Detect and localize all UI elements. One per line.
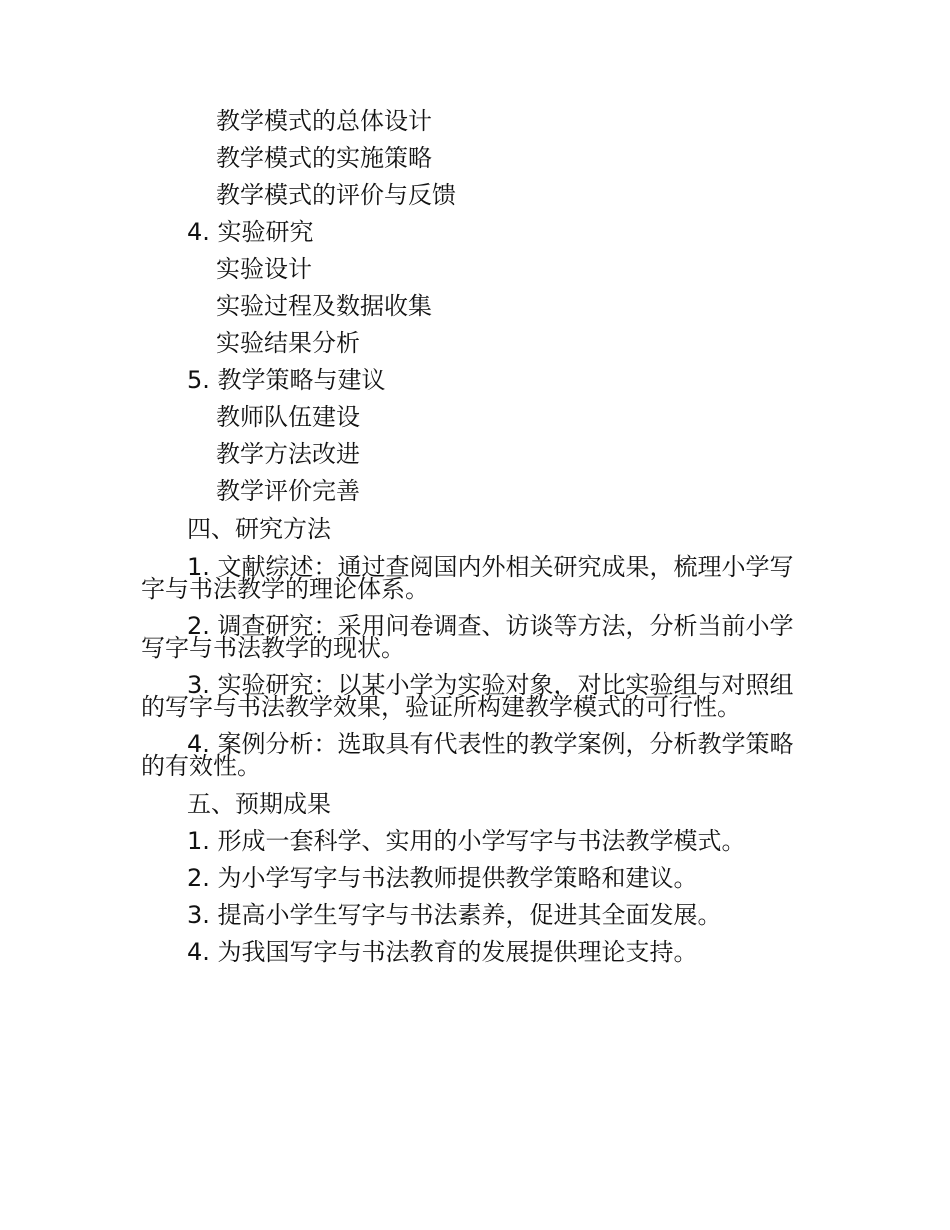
paragraph-line: 4. 案例分析：选取具有代表性的教学案例，分析教学策略 <box>187 730 794 758</box>
paragraph-method <box>141 730 821 780</box>
list-subitem: 教学方法改进 <box>216 440 360 468</box>
paragraph-line: 1. 文献综述：通过查阅国内外相关研究成果，梳理小学写 <box>187 553 794 581</box>
section-heading-expected-results: 五、预期成果 <box>187 790 331 818</box>
paragraph-line: 的写字与书法教学效果，验证所构建教学模式的可行性。 <box>141 693 741 721</box>
list-item: 4. 为我国写字与书法教育的发展提供理论支持。 <box>187 938 698 966</box>
list-item-experiment-research: 4. 实验研究 <box>187 218 314 246</box>
paragraph-line: 的有效性。 <box>141 752 261 780</box>
list-item: 2. 为小学写字与书法教师提供教学策略和建议。 <box>187 864 698 892</box>
list-subitem: 教师队伍建设 <box>216 403 360 431</box>
paragraph-method <box>141 553 821 603</box>
list-subitem: 教学模式的实施策略 <box>216 144 432 172</box>
paragraph-method <box>141 671 821 721</box>
list-item: 3. 提高小学生写字与书法素养，促进其全面发展。 <box>187 901 722 929</box>
paragraph-line: 2. 调查研究：采用问卷调查、访谈等方法，分析当前小学 <box>187 612 794 640</box>
list-subitem: 教学模式的总体设计 <box>216 107 432 135</box>
section-heading-research-methods: 四、研究方法 <box>187 515 331 543</box>
list-subitem: 实验过程及数据收集 <box>216 292 432 320</box>
list-item-teaching-strategy: 5. 教学策略与建议 <box>187 366 386 394</box>
list-item: 1. 形成一套科学、实用的小学写字与书法教学模式。 <box>187 827 746 855</box>
list-subitem: 教学评价完善 <box>216 477 360 505</box>
list-subitem: 实验结果分析 <box>216 329 360 357</box>
paragraph-line: 3. 实验研究：以某小学为实验对象，对比实验组与对照组 <box>187 671 794 699</box>
paragraph-line: 写字与书法教学的现状。 <box>141 634 405 662</box>
paragraph-line: 字与书法教学的理论体系。 <box>141 575 429 603</box>
paragraph-method <box>141 612 821 662</box>
list-subitem: 实验设计 <box>216 255 312 283</box>
list-subitem: 教学模式的评价与反馈 <box>216 181 456 209</box>
